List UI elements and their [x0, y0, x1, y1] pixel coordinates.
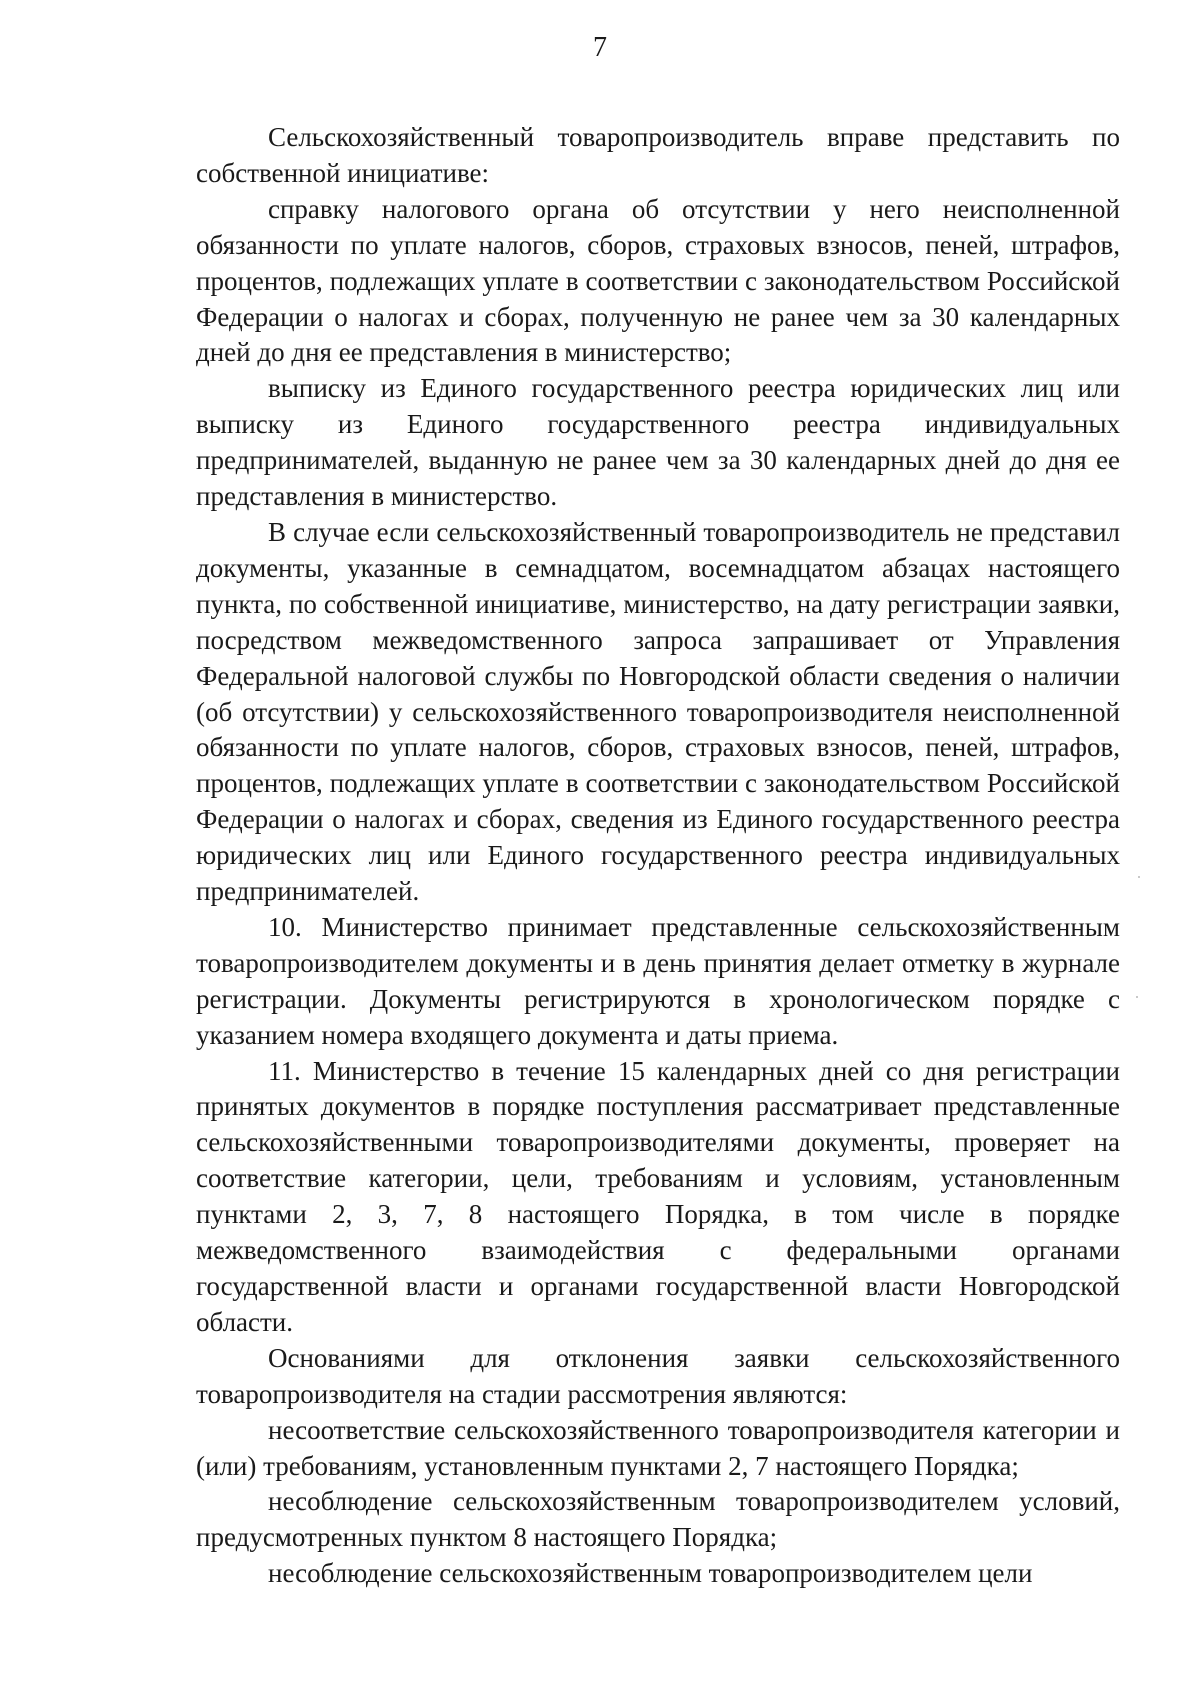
- page-number: 7: [593, 32, 607, 63]
- paragraph-own-initiative-intro: Сельскохозяйственный товаропроизводитель вправе представить по собственной инициативе:: [196, 122, 1120, 188]
- paragraph-interagency-request: В случае если сельскохозяйственный товаропроизводитель не представил документы, указанные в семнадцатом, восемнадцатом абзацах настоящего пункта, по собственной инициативе, министерство, на дату регистрации заявки, посредством межведомственного запроса запрашивает от Управления Федеральной налоговой службы по Новгородской области сведения о наличии (об отсутствии) у сельскохозяйственного товаропроизводителя неисполненной обязанности по уплате налогов, сборов, страховых взносов, пеней, штрафов, процентов, подлежащих уплате в соответствии с законодательством Российской Федерации о налогах и сборах, сведения из Единого государственного реестра юридических лиц или Единого государственного реестра индивидуальных предпринимателей.: [196, 516, 1120, 907]
- scan-mark: [1138, 876, 1140, 878]
- scan-mark: [1136, 996, 1138, 998]
- paragraph-registry-extract: выписку из Единого государственного реестра юридических лиц или выписку из Единого государственного реестра индивидуальных предпринимателей, выданную не ранее чем за 30 календарных дней до дня ее представления в министерство.: [196, 373, 1120, 512]
- document-body: [196, 120, 1120, 1592]
- paragraph-tax-certificate: справку налогового органа об отсутствии у него неисполненной обязанности по уплате налогов, сборов, страховых взносов, пеней, штрафов, процентов, подлежащих уплате в соответствии с законодательством Российской Федерации о налогах и сборах, полученную не ранее чем за 30 календарных дней до дня ее представления в министерство;: [196, 193, 1120, 368]
- paragraph-rejection-ground-conditions: несоблюдение сельскохозяйственным товаропроизводителем условий, предусмотренных пунктом 8 настоящего Порядка;: [196, 1486, 1120, 1553]
- paragraph-rejection-grounds-intro: Основаниями для отклонения заявки сельскохозяйственного товаропроизводителя на стадии рассмотрения являются:: [196, 1342, 1120, 1409]
- paragraph-rejection-ground-category: несоответствие сельскохозяйственного товаропроизводителя категории и (или) требованиям, установленным пунктами 2, 7 настоящего Порядка;: [196, 1414, 1120, 1481]
- paragraph-item-11: 11. Министерство в течение 15 календарных дней со дня регистрации принятых документов в порядке поступления рассматривает представленные сельскохозяйственными товаропроизводителями документы, проверяет на соответствие категории, цели, требованиям и условиям, установленным пунктами 2, 3, 7, 8 настоящего Порядка, в том числе в порядке межведомственного взаимодействия с федеральными органами государственной власти и органами государственной власти Новгородской области.: [196, 1055, 1120, 1337]
- paragraph-item-10: 10. Министерство принимает представленные сельскохозяйственным товаропроизводителем документы и в день принятия делает отметку в журнале регистрации. Документы регистрируются в хронологическом порядке с указанием номера входящего документа и даты приема.: [196, 911, 1120, 1050]
- paragraph-rejection-ground-purpose: несоблюдение сельскохозяйственным товаропроизводителем цели: [268, 1558, 1033, 1589]
